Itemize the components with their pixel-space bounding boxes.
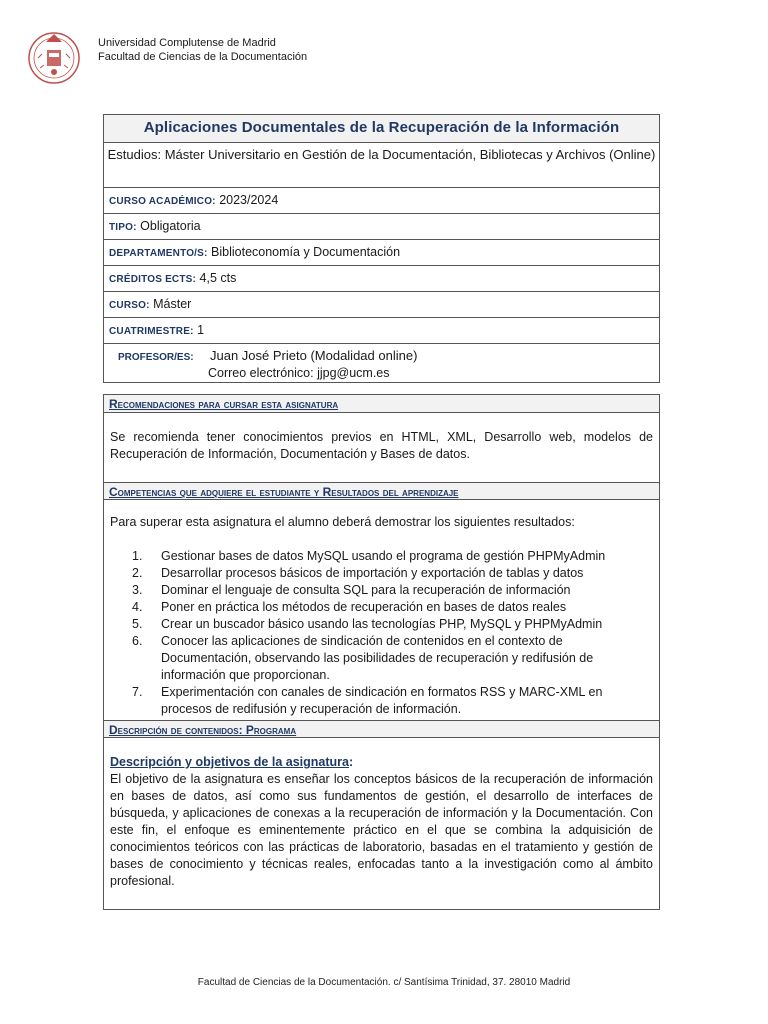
- course-title: Aplicaciones Documentales de la Recuperación de la Información: [104, 115, 659, 143]
- competencies-intro: Para superar esta asignatura el alumno deberá demostrar los siguientes resultados:: [110, 515, 575, 529]
- field-value: Biblioteconomía y Documentación: [207, 245, 401, 259]
- professor-email[interactable]: Correo electrónico: jjpg@ucm.es: [208, 366, 390, 380]
- competencies-body: [104, 500, 659, 720]
- course-info-table: [103, 114, 660, 383]
- program-subtitle: Descripción y objetivos de la asignatura:: [110, 755, 354, 769]
- credits-row: [104, 266, 659, 292]
- program-body: [104, 738, 659, 909]
- field-value: Máster: [149, 297, 192, 311]
- syllabus-sections: [103, 394, 660, 910]
- field-label: CURSO ACADÉMICO:: [109, 196, 216, 207]
- page-footer: Facultad de Ciencias de la Documentación. c/ Santísima Trinidad, 37. 28010 Madrid: [197, 977, 571, 988]
- field-value: Obligatoria: [136, 219, 201, 233]
- recommendations-heading: Recomendaciones para cursar esta asignatura: [104, 395, 659, 413]
- semester-row: [104, 318, 659, 344]
- professor-label: PROFESOR/ES:: [118, 352, 194, 363]
- program-description: El objetivo de la asignatura es enseñar los conceptos básicos de la recuperación de información en bases de datos, así como sus fundamentos de gestión, el desarrollo de interfaces de búsqueda, y aplicaciones de conexas a la recuperación de información y la Documentación. Con este fin, el enfoque es eminentemente práctico en el que se combina la adquisición de conocimientos teóricos con las prácticas de laboratorio, basadas en el tratamiento y gestión de bases de conocimiento y técnicas reales, enfocadas tanto a la investigación como al ámbito profesional.: [110, 772, 653, 888]
- field-value: 4,5 cts: [196, 271, 237, 285]
- professor-row: [104, 344, 659, 382]
- field-label: CUATRIMESTRE:: [109, 326, 194, 337]
- university-seal-icon: [26, 28, 82, 86]
- department-row: [104, 240, 659, 266]
- faculty-name: Facultad de Ciencias de la Documentación: [98, 51, 308, 63]
- professor-name: Juan José Prieto (Modalidad online): [210, 348, 418, 363]
- list-item: 7. Experimentación con canales de sindicación en formatos RSS y MARC-XML en procesos de redifusión y recuperación de información.: [132, 685, 603, 716]
- field-label: DEPARTAMENTO/S:: [109, 248, 208, 259]
- list-item: 4. Poner en práctica los métodos de recuperación en bases de datos reales: [132, 600, 567, 614]
- field-value: 2023/2024: [215, 193, 279, 207]
- list-item: 3. Dominar el lenguaje de consulta SQL para la recuperación de información: [132, 583, 571, 597]
- academic-year-row: [104, 188, 659, 214]
- list-item: 6. Conocer las aplicaciones de sindicación de contenidos en el contexto de Documentación, observando las posibilidades de recuperación y redifusión de información que proporcionan.: [132, 634, 594, 682]
- list-item: 1. Gestionar bases de datos MySQL usando el programa de gestión PHPMyAdmin: [132, 549, 606, 563]
- type-row: [104, 214, 659, 240]
- list-item: 5. Crear un buscador básico usando las tecnologías PHP, MySQL y PHPMyAdmin: [132, 617, 603, 631]
- field-label: CURSO:: [109, 300, 150, 311]
- list-item: 2. Desarrollar procesos básicos de importación y exportación de tablas y datos: [132, 566, 584, 580]
- institution-block: [98, 36, 307, 64]
- university-name: Universidad Complutense de Madrid: [98, 37, 276, 49]
- field-label: CRÉDITOS ECTS:: [109, 274, 197, 285]
- competencies-heading: Competencias que adquiere el estudiante y Resultados del aprendizaje: [104, 482, 659, 500]
- program-heading: Descripción de contenidos: Programa: [104, 720, 659, 738]
- course-level-row: [104, 292, 659, 318]
- results-list: [110, 548, 653, 718]
- field-value: 1: [193, 323, 205, 337]
- field-label: TIPO:: [109, 222, 137, 233]
- recommendations-text: Se recomienda tener conocimientos previos en HTML, XML, Desarrollo web, modelos de Recuperación de Información, Documentación y Bases de datos.: [110, 430, 653, 461]
- studies-line: Estudios: Máster Universitario en Gestión de la Documentación, Bibliotecas y Archivos (Online): [104, 143, 659, 188]
